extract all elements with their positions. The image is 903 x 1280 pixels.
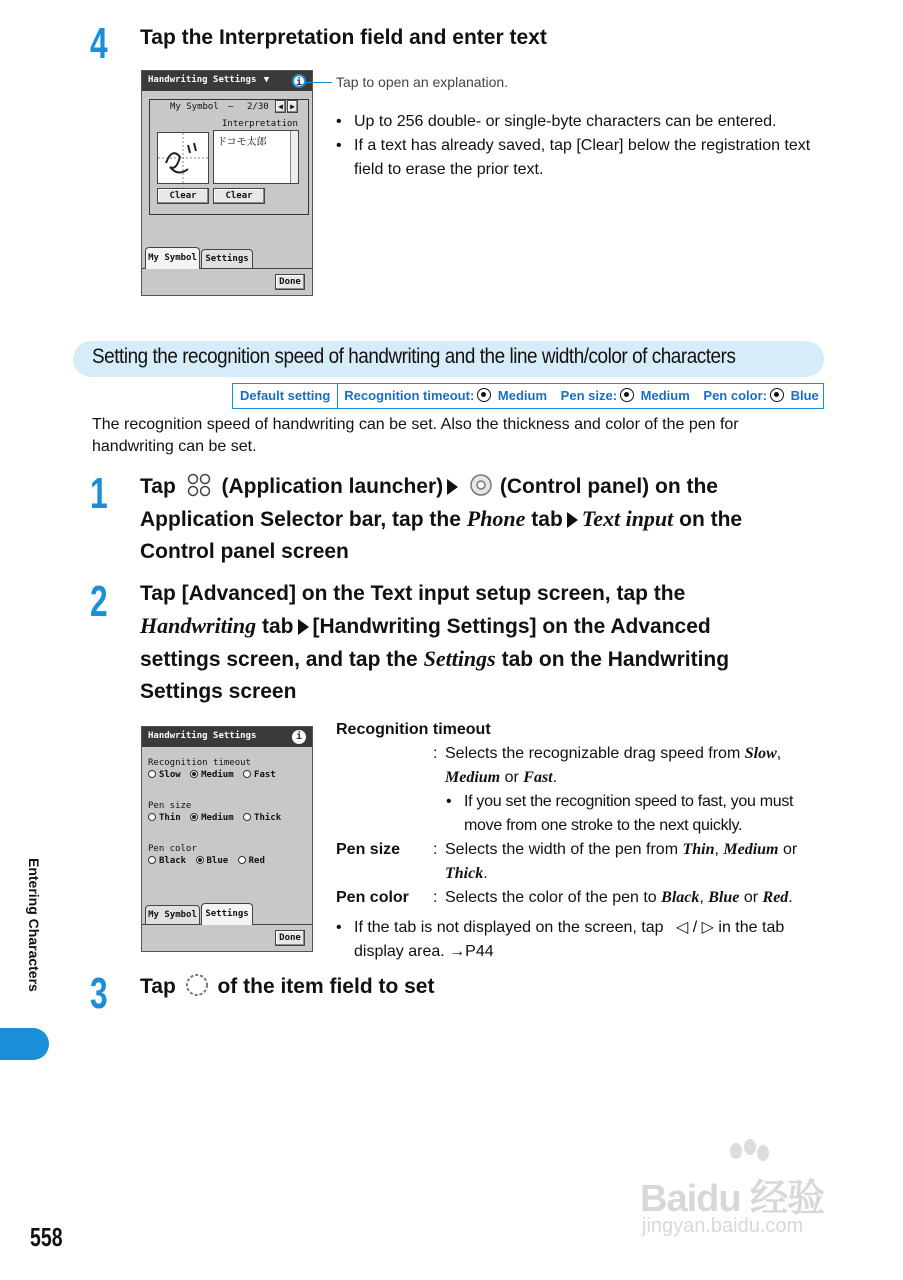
tab-note-text-a: If the tab is not displayed on the screen, tap (354, 919, 664, 936)
step-1-app-launcher: (Application launcher) (221, 475, 444, 498)
step-4-number: 4 (90, 19, 108, 68)
clear-interpretation-button[interactable]: Clear (213, 188, 265, 204)
section-heading: Setting the recognition speed of handwriting and the line width/color of characters (92, 345, 736, 368)
ps-or: or (782, 841, 798, 858)
tab-settings[interactable]: Settings (201, 903, 253, 925)
pc-blue: Blue (708, 889, 740, 906)
step-1-phone: Phone (466, 506, 526, 531)
rt-slow: Slow (744, 745, 777, 762)
pc-or: or (743, 889, 759, 906)
step-3-title (140, 971, 434, 1003)
radio-red[interactable] (238, 856, 246, 864)
rt-desc-title (336, 718, 826, 742)
step-2-line-4: Settings screen (140, 680, 297, 703)
ps-thick: Thick (445, 865, 484, 882)
tab-left-arrow-icon: ◁ (675, 919, 689, 936)
step-1-tab: tab (531, 508, 563, 531)
section-intro: The recognition speed of handwriting can be set. Also the thickness and color of the pen for handwriting can be set. (92, 416, 739, 455)
ps-option-thin: Thin (159, 813, 181, 823)
control-panel-icon (468, 473, 494, 497)
tab-right-arrow-icon: ▷ (701, 919, 714, 936)
tab-note-text-b: in the tab display area. (354, 919, 785, 960)
step-2-line-2 (140, 610, 840, 643)
ps-thin: Thin (682, 841, 715, 858)
arrow-right-icon (298, 619, 309, 635)
pc-option-black: Black (159, 856, 187, 866)
rt-desc: : Selects the recognizable drag speed from Slow, Medium or Fast. (336, 742, 826, 790)
step-2-tab: tab (262, 615, 294, 638)
step-1-line-2 (140, 503, 820, 536)
default-ps-label: Pen size: (560, 388, 618, 403)
pc-title: Pen color (336, 889, 409, 906)
default-setting-values (338, 384, 824, 408)
pc-black: Black (661, 889, 700, 906)
rt-or: or (504, 769, 519, 786)
bullet-item: • Up to 256 double- or single-byte characters can be entered. (336, 110, 816, 134)
ps-title: Pen size (336, 841, 401, 858)
screen2-title: Handwriting Settings (148, 731, 257, 741)
pc-option-blue: Blue (206, 856, 229, 866)
step-3-rest: of the item field to set (217, 975, 435, 998)
done-button[interactable]: Done (275, 274, 305, 290)
chapter-tab-marker (0, 1028, 49, 1060)
tab-settings[interactable]: Settings (201, 249, 253, 269)
interpretation-label: Interpretation (222, 119, 298, 129)
step-2-settings: Settings (423, 646, 496, 671)
prev-arrow-button[interactable]: ◀ (275, 100, 286, 113)
step-2-line2-b: [Handwriting Settings] on the Advanced (312, 615, 711, 638)
step-1-on-the: on the (679, 508, 743, 531)
step-3-tap: Tap (140, 975, 176, 998)
pc-option-red: Red (248, 856, 265, 866)
symbol-counter: 2/30 (247, 102, 269, 112)
my-symbol-label: My Symbol (170, 102, 219, 112)
screen2-titlebar (142, 727, 312, 747)
arrow-right-icon (567, 512, 578, 528)
step-1-line2-a: Application Selector bar, tap the (140, 508, 461, 531)
ps-label: Pen size (148, 801, 192, 811)
clear-symbol-button[interactable]: Clear (157, 188, 209, 204)
rt-label: Recognition timeout (148, 758, 251, 768)
default-setting-label: Default setting (233, 384, 338, 408)
page-number: 558 (30, 1222, 63, 1252)
watermark-sub: jingyan.baidu.com (642, 1215, 804, 1237)
watermark-main: Baidu 经验 (640, 1178, 825, 1220)
page-ref-link[interactable]: →P44 (449, 943, 494, 960)
ps-option-thick: Thick (254, 813, 282, 823)
radio-selected-icon (770, 388, 784, 402)
chapter-label-text: Entering Characters (26, 858, 42, 992)
step-2-line3-a: settings screen, and tap the (140, 648, 418, 671)
radio-blue[interactable] (196, 856, 204, 864)
screen1-title: Handwriting Settings (148, 75, 257, 85)
step-1-number: 1 (90, 469, 108, 518)
callout-line (305, 82, 332, 83)
rt-option-slow: Slow (159, 770, 181, 780)
rt-option-medium: Medium (201, 770, 234, 780)
step-4-title: Tap the Interpretation field and enter text (140, 26, 547, 49)
rt-group (148, 758, 276, 780)
sidebar-chapter-label (24, 858, 46, 1028)
tab-my-symbol[interactable]: My Symbol (145, 905, 200, 925)
tab-my-symbol[interactable]: My Symbol (145, 247, 200, 269)
bullet-item: • If a text has already saved, tap [Clear] below the registration text field to erase the prior text. (336, 134, 816, 182)
handwriting-settings-screen-1 (141, 70, 313, 296)
radio-thick[interactable] (243, 813, 251, 821)
handwritten-symbol (158, 133, 208, 183)
pc-label: Pen color (148, 844, 197, 854)
ps-group (148, 801, 281, 823)
rt-note-text: If you set the recognition speed to fast, you must move from one stroke to the next quickly. (464, 793, 794, 834)
default-rt-value: Medium (497, 388, 548, 403)
radio-black[interactable] (148, 856, 156, 864)
screen1-titlebar (142, 71, 312, 91)
rt-option-fast: Fast (254, 770, 276, 780)
step-1-tap: Tap (140, 475, 176, 498)
step-2-title (140, 578, 840, 708)
step-2-line-3 (140, 643, 840, 676)
step-1-line-1 (140, 471, 820, 503)
arrow-right-icon (447, 479, 458, 495)
dotted-circle-icon (184, 973, 210, 997)
default-pc-label: Pen color: (703, 388, 767, 403)
step-1-title (140, 471, 820, 568)
radio-medium[interactable] (190, 770, 198, 778)
settings-descriptions (336, 718, 826, 964)
radio-medium-size[interactable] (190, 813, 198, 821)
scrollbar[interactable] (290, 131, 298, 183)
default-rt-label: Recognition timeout: (344, 388, 475, 403)
dropdown-arrow-icon[interactable]: ▼ (263, 75, 270, 85)
ps-text: Selects the width of the pen from (445, 841, 679, 858)
info-icon[interactable]: i (292, 730, 306, 744)
info-icon[interactable]: i (292, 74, 306, 88)
ps-desc: Pen size : Selects the width of the pen from Thin, Medium or Thick. (336, 838, 826, 886)
next-arrow-button[interactable]: ▶ (287, 100, 298, 113)
dash-separator: — (228, 102, 234, 112)
pc-red: Red (762, 889, 789, 906)
done-button[interactable]: Done (275, 930, 305, 946)
radio-thin[interactable] (148, 813, 156, 821)
step-2-number: 2 (90, 577, 108, 626)
rt-fast: Fast (523, 769, 553, 786)
pc-group (148, 844, 265, 866)
radio-fast[interactable] (243, 770, 251, 778)
radio-selected-icon (620, 388, 634, 402)
step-3-number: 3 (90, 969, 108, 1018)
rt-medium: Medium (445, 769, 501, 786)
pc-text: Selects the color of the pen to (445, 889, 657, 906)
radio-slow[interactable] (148, 770, 156, 778)
default-ps-value: Medium (640, 388, 690, 403)
watermark (640, 1145, 860, 1245)
step-1-line-3: Control panel screen (140, 540, 349, 563)
colon: : (433, 745, 438, 762)
radio-selected-icon (477, 388, 491, 402)
step-2-line-1: Tap [Advanced] on the Text input setup screen, tap the (140, 582, 686, 605)
interpretation-field[interactable] (213, 130, 299, 184)
step-1-text-input: Text input (581, 506, 674, 531)
step-4-bullets (336, 110, 816, 182)
interpretation-value: ドコモ太郎 (217, 137, 267, 148)
step-1-control-panel: (Control panel) on the (499, 475, 718, 498)
handwriting-settings-screen-2 (141, 726, 313, 952)
callout-text: Tap to open an explanation. (336, 74, 509, 90)
step-2-line3-b: tab on the Handwriting (501, 648, 730, 671)
step-2-handwriting: Handwriting (140, 613, 257, 638)
rt-title: Recognition timeout (336, 721, 491, 738)
my-symbol-group (149, 99, 309, 215)
rt-note: • If you set the recognition speed to fast, you must move from one stroke to the next quickly. (446, 793, 794, 834)
ps-option-medium: Medium (201, 813, 234, 823)
ps-medium: Medium (723, 841, 779, 858)
app-launcher-icon (186, 473, 212, 497)
default-setting-box (232, 383, 824, 409)
section-banner (73, 341, 824, 377)
default-pc-value: Blue (790, 388, 819, 403)
symbol-canvas[interactable] (157, 132, 209, 184)
rt-text: Selects the recognizable drag speed from (445, 745, 741, 762)
tab-note: • If the tab is not displayed on the screen, tap ◁ / ▷ in the tab display area. →P44 (336, 916, 826, 964)
pc-desc: Pen color : Selects the color of the pen to Black, Blue or Red. (336, 886, 826, 910)
